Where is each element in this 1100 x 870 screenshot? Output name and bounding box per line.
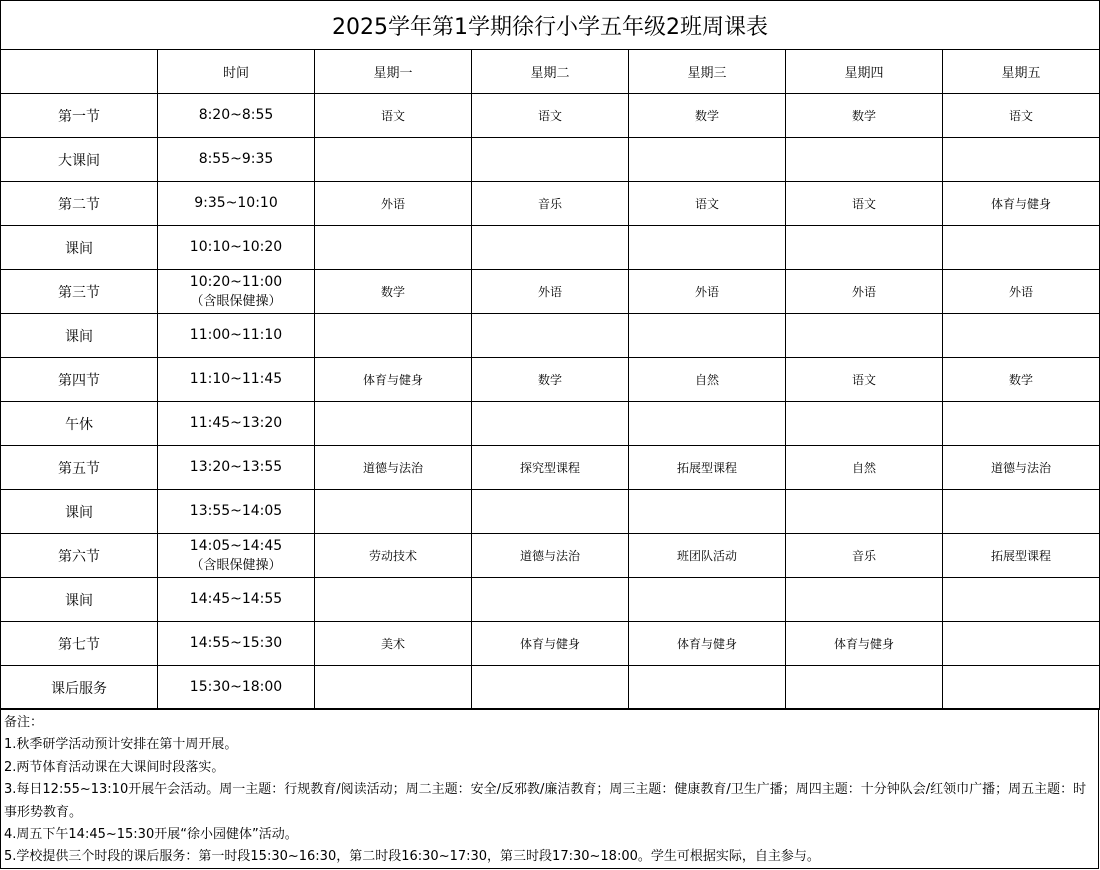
subject-cell: 外语 bbox=[943, 270, 1100, 314]
note-item: 5.学校提供三个时段的课后服务：第一时段15:30~16:30，第二时段16:30~17:30，第三时段17:30~18:00。学生可根据实际，自主参与。 bbox=[4, 849, 820, 865]
subject-cell bbox=[786, 226, 943, 270]
period-label: 第六节 bbox=[1, 534, 158, 578]
subject-cell: 数学 bbox=[472, 358, 629, 402]
subject-cell: 外语 bbox=[786, 270, 943, 314]
period-label: 课后服务 bbox=[1, 666, 158, 710]
subject-cell bbox=[315, 490, 472, 534]
period-label: 大课间 bbox=[1, 138, 158, 182]
subject-cell bbox=[943, 138, 1100, 182]
subject-cell: 拓展型课程 bbox=[629, 446, 786, 490]
subject-cell: 语文 bbox=[472, 94, 629, 138]
header-row bbox=[1, 50, 1100, 94]
subject-cell: 语文 bbox=[786, 182, 943, 226]
note-item: 1.秋季研学活动预计安排在第十周开展。 bbox=[4, 737, 238, 753]
period-time: 14:45~14:55 bbox=[189, 591, 283, 607]
period-time: 15:30~18:00 bbox=[189, 679, 283, 695]
subject-cell bbox=[315, 578, 472, 622]
subject-cell: 语文 bbox=[786, 358, 943, 402]
period-label: 第七节 bbox=[1, 622, 158, 666]
subject-cell bbox=[786, 666, 943, 710]
subject-cell: 语文 bbox=[629, 182, 786, 226]
page-title: 2025学年第1学期徐行小学五年级2班周课表 bbox=[1, 1, 1100, 50]
subject-cell bbox=[943, 314, 1100, 358]
subject-cell bbox=[629, 314, 786, 358]
subject-cell: 体育与健身 bbox=[472, 622, 629, 666]
table-row bbox=[1, 578, 1100, 622]
subject-cell: 音乐 bbox=[472, 182, 629, 226]
notes-section bbox=[0, 708, 1099, 869]
period-label: 第五节 bbox=[1, 446, 158, 490]
subject-cell bbox=[943, 490, 1100, 534]
subject-cell bbox=[943, 578, 1100, 622]
subject-cell bbox=[786, 490, 943, 534]
period-label: 课间 bbox=[1, 226, 158, 270]
period-time: 14:55~15:30 bbox=[189, 635, 283, 651]
table-row bbox=[1, 138, 1100, 182]
subject-cell: 体育与健身 bbox=[786, 622, 943, 666]
period-time-cell bbox=[158, 358, 315, 402]
subject-cell bbox=[629, 578, 786, 622]
period-time-cell bbox=[158, 402, 315, 446]
subject-cell: 体育与健身 bbox=[629, 622, 786, 666]
subject-cell: 自然 bbox=[786, 446, 943, 490]
subject-cell: 语文 bbox=[315, 94, 472, 138]
header-day-wednesday: 星期三 bbox=[629, 50, 786, 94]
header-day-monday: 星期一 bbox=[315, 50, 472, 94]
period-time-cell bbox=[158, 138, 315, 182]
header-day-thursday: 星期四 bbox=[786, 50, 943, 94]
header-time: 时间 bbox=[158, 50, 315, 94]
period-time-cell bbox=[158, 622, 315, 666]
period-time: 11:45~13:20 bbox=[189, 415, 283, 431]
subject-cell: 数学 bbox=[315, 270, 472, 314]
period-time: 9:35~10:10 bbox=[194, 195, 278, 211]
period-time-note: （含眼保健操） bbox=[190, 293, 282, 309]
subject-cell: 语文 bbox=[943, 94, 1100, 138]
period-time: 10:20~11:00 bbox=[189, 273, 283, 290]
note-item: 2.两节体育活动课在大课间时段落实。 bbox=[4, 759, 225, 775]
header-day-friday: 星期五 bbox=[943, 50, 1100, 94]
subject-cell bbox=[472, 490, 629, 534]
subject-cell bbox=[786, 138, 943, 182]
period-label: 午休 bbox=[1, 402, 158, 446]
subject-cell bbox=[943, 622, 1100, 666]
subject-cell bbox=[629, 666, 786, 710]
table-row bbox=[1, 402, 1100, 446]
header-day-tuesday: 星期二 bbox=[472, 50, 629, 94]
period-time: 14:05~14:45 bbox=[189, 537, 283, 554]
subject-cell bbox=[943, 666, 1100, 710]
period-time: 11:00~11:10 bbox=[189, 327, 283, 343]
subject-cell: 美术 bbox=[315, 622, 472, 666]
subject-cell bbox=[786, 314, 943, 358]
period-label: 课间 bbox=[1, 314, 158, 358]
subject-cell bbox=[629, 402, 786, 446]
subject-cell: 班团队活动 bbox=[629, 534, 786, 578]
period-time-cell bbox=[158, 226, 315, 270]
table-row bbox=[1, 314, 1100, 358]
subject-cell: 体育与健身 bbox=[943, 182, 1100, 226]
subject-cell: 道德与法治 bbox=[472, 534, 629, 578]
subject-cell bbox=[629, 226, 786, 270]
subject-cell bbox=[629, 490, 786, 534]
subject-cell: 拓展型课程 bbox=[943, 534, 1100, 578]
subject-cell: 探究型课程 bbox=[472, 446, 629, 490]
subject-cell bbox=[786, 578, 943, 622]
subject-cell: 体育与健身 bbox=[315, 358, 472, 402]
subject-cell bbox=[472, 402, 629, 446]
table-row bbox=[1, 94, 1100, 138]
subject-cell: 数学 bbox=[629, 94, 786, 138]
table-row bbox=[1, 226, 1100, 270]
subject-cell bbox=[315, 402, 472, 446]
period-label: 第四节 bbox=[1, 358, 158, 402]
period-label: 第二节 bbox=[1, 182, 158, 226]
subject-cell: 外语 bbox=[629, 270, 786, 314]
table-row bbox=[1, 666, 1100, 710]
subject-cell: 劳动技术 bbox=[315, 534, 472, 578]
subject-cell: 外语 bbox=[315, 182, 472, 226]
subject-cell bbox=[472, 578, 629, 622]
period-time-cell bbox=[158, 666, 315, 710]
subject-cell: 自然 bbox=[629, 358, 786, 402]
period-time-cell bbox=[158, 270, 315, 314]
period-label: 课间 bbox=[1, 490, 158, 534]
subject-cell bbox=[629, 138, 786, 182]
subject-cell bbox=[472, 226, 629, 270]
period-time-cell bbox=[158, 578, 315, 622]
period-time: 11:10~11:45 bbox=[189, 371, 283, 387]
period-time: 8:55~9:35 bbox=[198, 151, 274, 167]
table-row bbox=[1, 490, 1100, 534]
subject-cell bbox=[786, 402, 943, 446]
note-item: 4.周五下午14:45~15:30开展“徐小园健体”活动。 bbox=[4, 827, 298, 843]
note-item: 3.每日12:55~13:10开展午会活动。周一主题：行规教育/阅读活动；周二主题：安全/反邪教/廉洁教育；周三主题：健康教育/卫生广播；周四主题：十分钟队会/红领巾广播；周五主题：时事形势教育。 bbox=[4, 782, 1087, 820]
period-label: 第三节 bbox=[1, 270, 158, 314]
table-row bbox=[1, 182, 1100, 226]
subject-cell: 数学 bbox=[943, 358, 1100, 402]
period-label: 课间 bbox=[1, 578, 158, 622]
period-time: 10:10~10:20 bbox=[189, 239, 283, 255]
period-time-cell bbox=[158, 314, 315, 358]
period-time: 8:20~8:55 bbox=[198, 107, 274, 123]
table-row bbox=[1, 270, 1100, 314]
period-label: 第一节 bbox=[1, 94, 158, 138]
subject-cell bbox=[315, 138, 472, 182]
subject-cell: 外语 bbox=[472, 270, 629, 314]
subject-cell bbox=[472, 314, 629, 358]
period-time-note: （含眼保健操） bbox=[190, 557, 282, 573]
period-time-cell bbox=[158, 182, 315, 226]
table-row bbox=[1, 446, 1100, 490]
period-time: 13:55~14:05 bbox=[189, 503, 283, 519]
subject-cell bbox=[943, 226, 1100, 270]
subject-cell: 道德与法治 bbox=[943, 446, 1100, 490]
subject-cell: 音乐 bbox=[786, 534, 943, 578]
table-row bbox=[1, 534, 1100, 578]
header-corner-cell bbox=[1, 50, 158, 94]
subject-cell: 数学 bbox=[786, 94, 943, 138]
period-time-cell bbox=[158, 534, 315, 578]
period-time-cell bbox=[158, 94, 315, 138]
subject-cell bbox=[472, 138, 629, 182]
period-time-cell bbox=[158, 490, 315, 534]
subject-cell bbox=[315, 666, 472, 710]
subject-cell bbox=[315, 314, 472, 358]
period-time-cell bbox=[158, 446, 315, 490]
table-row bbox=[1, 358, 1100, 402]
subject-cell bbox=[472, 666, 629, 710]
notes-heading: 备注： bbox=[4, 715, 44, 730]
subject-cell bbox=[943, 402, 1100, 446]
subject-cell bbox=[315, 226, 472, 270]
table-row bbox=[1, 622, 1100, 666]
period-time: 13:20~13:55 bbox=[189, 459, 283, 475]
subject-cell: 道德与法治 bbox=[315, 446, 472, 490]
